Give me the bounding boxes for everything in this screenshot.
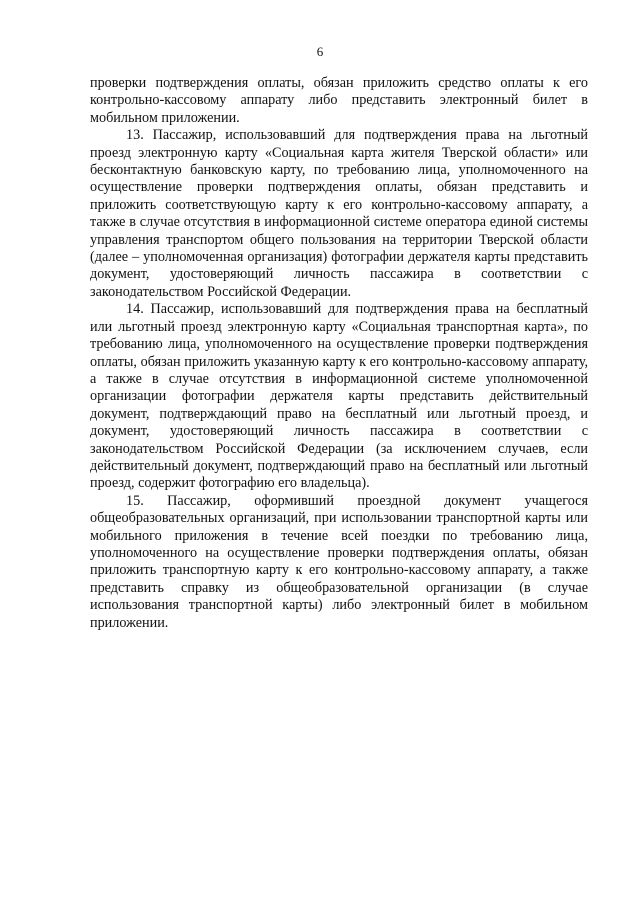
page-number: 6	[316, 44, 324, 59]
paragraph-13: 13. Пассажир, использовавший для подтверждения права на льготный проезд электронную карту «Социальная карта жителя Тверской области» или бесконтактную банковскую карту, по требованию лица, уполномоченного на осуществление проверки подтверждения оплаты, обязан представить и приложить соответствующую карту к его контрольно-кассовому аппарату, а также в случае отсутствия в информационной системе оператора единой системы управления транспортом общего пользования на территории Тверской области (далее – уполномоченная организация) фотографии держателя карты представить документ, удостоверяющий личность пассажира в соответствии с законодательством Российской Федерации.	[90, 127, 588, 300]
document-body	[90, 75, 588, 632]
paragraph-14: 14. Пассажир, использовавший для подтверждения права на бесплатный или льготный проезд электронную карту «Социальная транспортная карта», по требованию лица, уполномоченного на осуществление проверки подтверждения оплаты, обязан приложить указанную карту к его контрольно-кассовому аппарату, а также в случае отсутствия в информационной системе уполномоченной организации фотографии держателя карты представить действительный документ, подтверждающий право на бесплатный или льготный проезд, и документ, удостоверяющий личность пассажира в соответствии с законодательством Российской Федерации (за исключением случаев, если действительный документ, подтверждающий право на бесплатный или льготный проезд, содержит фотографию его владельца).	[90, 301, 588, 492]
paragraph-15: 15. Пассажир, оформивший проездной документ учащегося общеобразовательных организаций, при использовании транспортной карты или мобильного приложения в течение всей поездки по требованию лица, уполномоченного на осуществление проверки подтверждения оплаты, обязан приложить транспортную карту к его контрольно-кассовому аппарату, а также представить справку из общеобразовательной организации (в случае использования транспортной карты) либо электронный билет в мобильном приложении.	[90, 492, 588, 631]
paragraph-12-continuation: проверки подтверждения оплаты, обязан приложить средство оплаты к его контрольно-кассовому аппарату либо представить электронный билет в мобильном приложении.	[90, 75, 588, 126]
